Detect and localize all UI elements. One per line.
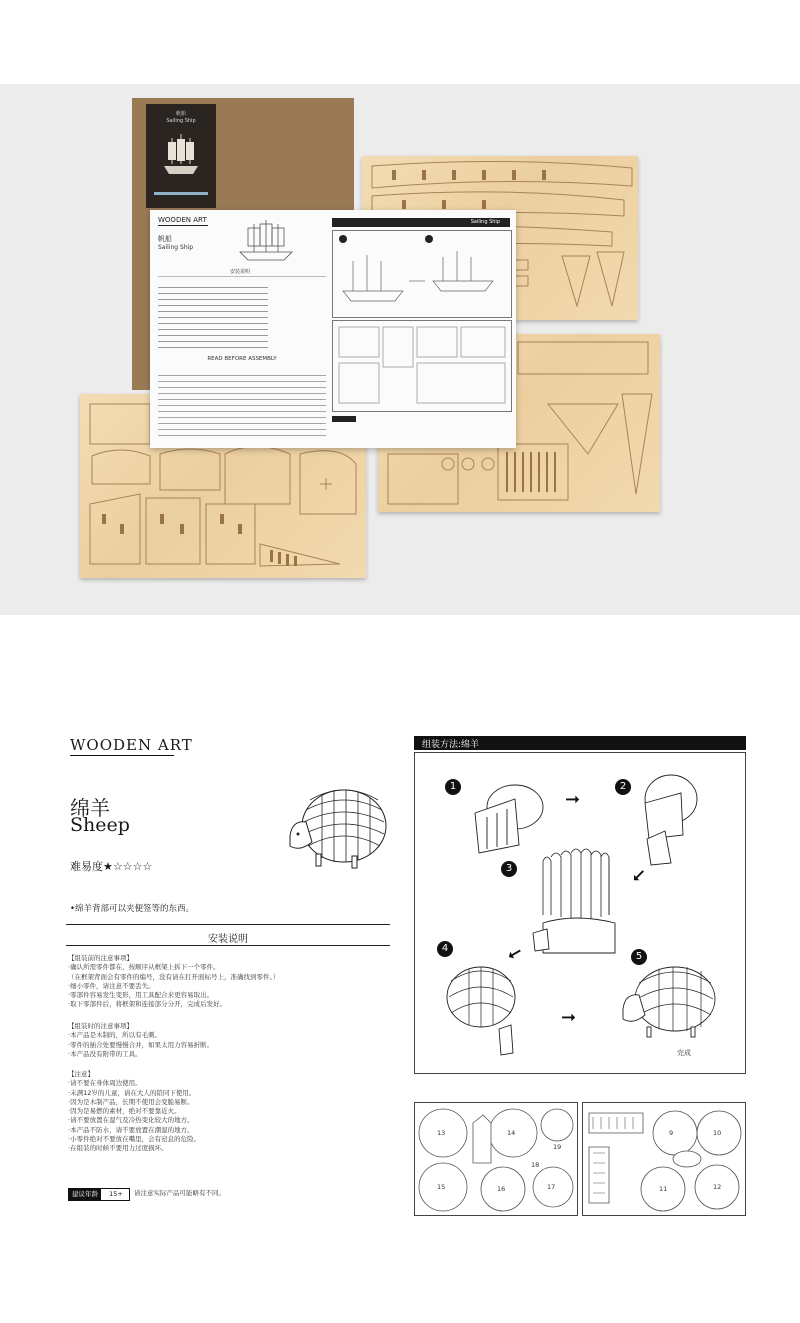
parts-sheet-left bbox=[414, 1102, 578, 1216]
manual-brand-underline bbox=[158, 225, 208, 226]
manual-text-lines bbox=[158, 282, 268, 352]
assembly-steps-box bbox=[414, 752, 746, 1074]
step-3-marker: 3 bbox=[501, 861, 517, 877]
part-number: 11 bbox=[659, 1185, 668, 1193]
part-number: 12 bbox=[713, 1183, 722, 1191]
instruction-manual-photo bbox=[150, 210, 516, 448]
part-number: 19 bbox=[553, 1143, 562, 1151]
arrow-right-icon: ➞ bbox=[561, 1007, 577, 1028]
arrow-right-icon: ➞ bbox=[565, 789, 581, 810]
group-item: ·零件的插合处要慢慢合并，如果太用力容易折断。 bbox=[68, 1040, 214, 1049]
group-item: ·未满12岁的儿童，请在大人的陪同下使用。 bbox=[68, 1088, 196, 1097]
age-label: 建议年龄 bbox=[69, 1189, 101, 1200]
step-4-marker: 4 bbox=[437, 941, 453, 957]
group-item: ·零部件容易发生变形，用工具配合来更容易取出。 bbox=[68, 991, 214, 1000]
group-item: ·在组装的时候不要用力过度损坏。 bbox=[68, 1144, 168, 1153]
group-item: ·确认所需零件都在，按顺序从框架上拆下一个零件。 bbox=[68, 963, 220, 972]
brand-underline bbox=[70, 755, 174, 756]
manual-age-tag bbox=[332, 416, 356, 422]
step-2-marker: 2 bbox=[615, 779, 631, 795]
group-item: ·请不要放置在湿气及冷热变化较大的地方。 bbox=[68, 1116, 194, 1125]
group-item: （在框架背面会有零件的编号，没有请在打开面标号上，准确找到零件。） bbox=[68, 972, 280, 981]
arrow-down-left-icon: ➞ bbox=[625, 862, 652, 889]
manual-title-en: Sailing Ship bbox=[158, 244, 194, 251]
ship-icon bbox=[160, 130, 202, 180]
manual-steps-drawing bbox=[333, 231, 511, 317]
part-number: 17 bbox=[547, 1183, 556, 1191]
parts-sheet-right bbox=[582, 1102, 746, 1216]
step-1-marker: 1 bbox=[445, 779, 461, 795]
group-item: ·因为是木制产品，长期不使用会变脆易断。 bbox=[68, 1097, 194, 1106]
brand-name: WOODEN ART bbox=[70, 736, 193, 754]
manual-section: 安装说明 bbox=[229, 269, 250, 275]
age-badge bbox=[68, 1188, 130, 1201]
part-number: 9 bbox=[669, 1129, 674, 1137]
group-item: ·本产品不防水，请不要放置在潮湿的地方。 bbox=[68, 1125, 194, 1134]
section-title: 安装说明 bbox=[208, 934, 248, 945]
manual-brand: WOODEN ART bbox=[158, 216, 207, 224]
difficulty-rating: 难易度★☆☆☆☆ bbox=[70, 860, 153, 873]
group-title: 【组装前的注意事项】 bbox=[68, 954, 133, 962]
title-cn: 绵羊 bbox=[70, 796, 110, 820]
group-item: ·本产品是木制的，所以有毛刺。 bbox=[68, 1031, 162, 1040]
assembly-header bbox=[414, 736, 746, 750]
package-label bbox=[146, 104, 216, 208]
manual-steps-box bbox=[332, 230, 512, 318]
step-5-marker: 5 bbox=[631, 949, 647, 965]
manual-parts-box bbox=[332, 320, 512, 412]
manual-rule bbox=[158, 276, 326, 277]
done-label: 完成 bbox=[677, 1049, 691, 1057]
parts-sheet-left-drawing bbox=[415, 1103, 577, 1215]
product-note: •绵羊背部可以夹便签等的东西。 bbox=[70, 904, 195, 914]
group-title: 【组装时的注意事项】 bbox=[68, 1022, 133, 1030]
part-number: 16 bbox=[497, 1185, 506, 1193]
manual-warning-title: READ BEFORE ASSEMBLY bbox=[158, 356, 326, 362]
manual-ship-illustration bbox=[236, 218, 296, 264]
group-item: ·小零件绝对不要放在嘴里，会有窒息的危险。 bbox=[68, 1135, 201, 1144]
group-title: 【注意】 bbox=[68, 1070, 94, 1078]
group-item: ·取下零部件后，将框架和连接部分分开，完成后发好。 bbox=[68, 1000, 227, 1009]
group-item: ·请不要在身体周边使用。 bbox=[68, 1079, 142, 1088]
parts-sheet-right-drawing bbox=[583, 1103, 745, 1215]
sheep-illustration bbox=[282, 780, 392, 872]
section-rule-bottom bbox=[66, 945, 390, 946]
age-value: 15+ bbox=[109, 1190, 123, 1198]
section-rule-top bbox=[66, 924, 390, 925]
instruction-group-caution bbox=[68, 1070, 388, 1154]
part-number: 13 bbox=[437, 1129, 446, 1137]
part-number: 18 bbox=[531, 1161, 540, 1169]
manual-right-header bbox=[332, 218, 510, 227]
manual-title-cn: 帆船 bbox=[158, 235, 172, 243]
package-title-cn: 帆船 bbox=[175, 111, 186, 117]
package-title-en: Sailing Ship bbox=[166, 118, 196, 124]
manual-parts-drawing bbox=[333, 321, 511, 411]
group-item: ·本产品没有附带的工具。 bbox=[68, 1049, 142, 1058]
manual-warning-lines bbox=[158, 370, 326, 440]
part-number: 10 bbox=[713, 1129, 722, 1137]
package-level-bar bbox=[154, 192, 208, 195]
arrow-down-left-icon: ➞ bbox=[502, 940, 527, 967]
assembly-steps-drawing bbox=[415, 753, 745, 1073]
product-photo bbox=[0, 84, 800, 615]
title-en: Sheep bbox=[70, 814, 130, 836]
instruction-group-during bbox=[68, 1022, 388, 1059]
assembly-header-text: 组装方法:绵羊 bbox=[422, 740, 480, 750]
footer-note: 请注意实际产品可能略有不同。 bbox=[134, 1189, 225, 1197]
group-item: ·细小零件，请注意不要丢失。 bbox=[68, 981, 155, 990]
instruction-group-before bbox=[68, 954, 388, 1010]
part-number: 14 bbox=[507, 1129, 516, 1137]
group-item: ·因为是易燃的素材，绝对不要靠近火。 bbox=[68, 1107, 181, 1116]
instruction-sheet bbox=[0, 700, 800, 1260]
part-number: 15 bbox=[437, 1183, 446, 1191]
manual-right-header-text: Sailing Ship bbox=[470, 219, 500, 225]
